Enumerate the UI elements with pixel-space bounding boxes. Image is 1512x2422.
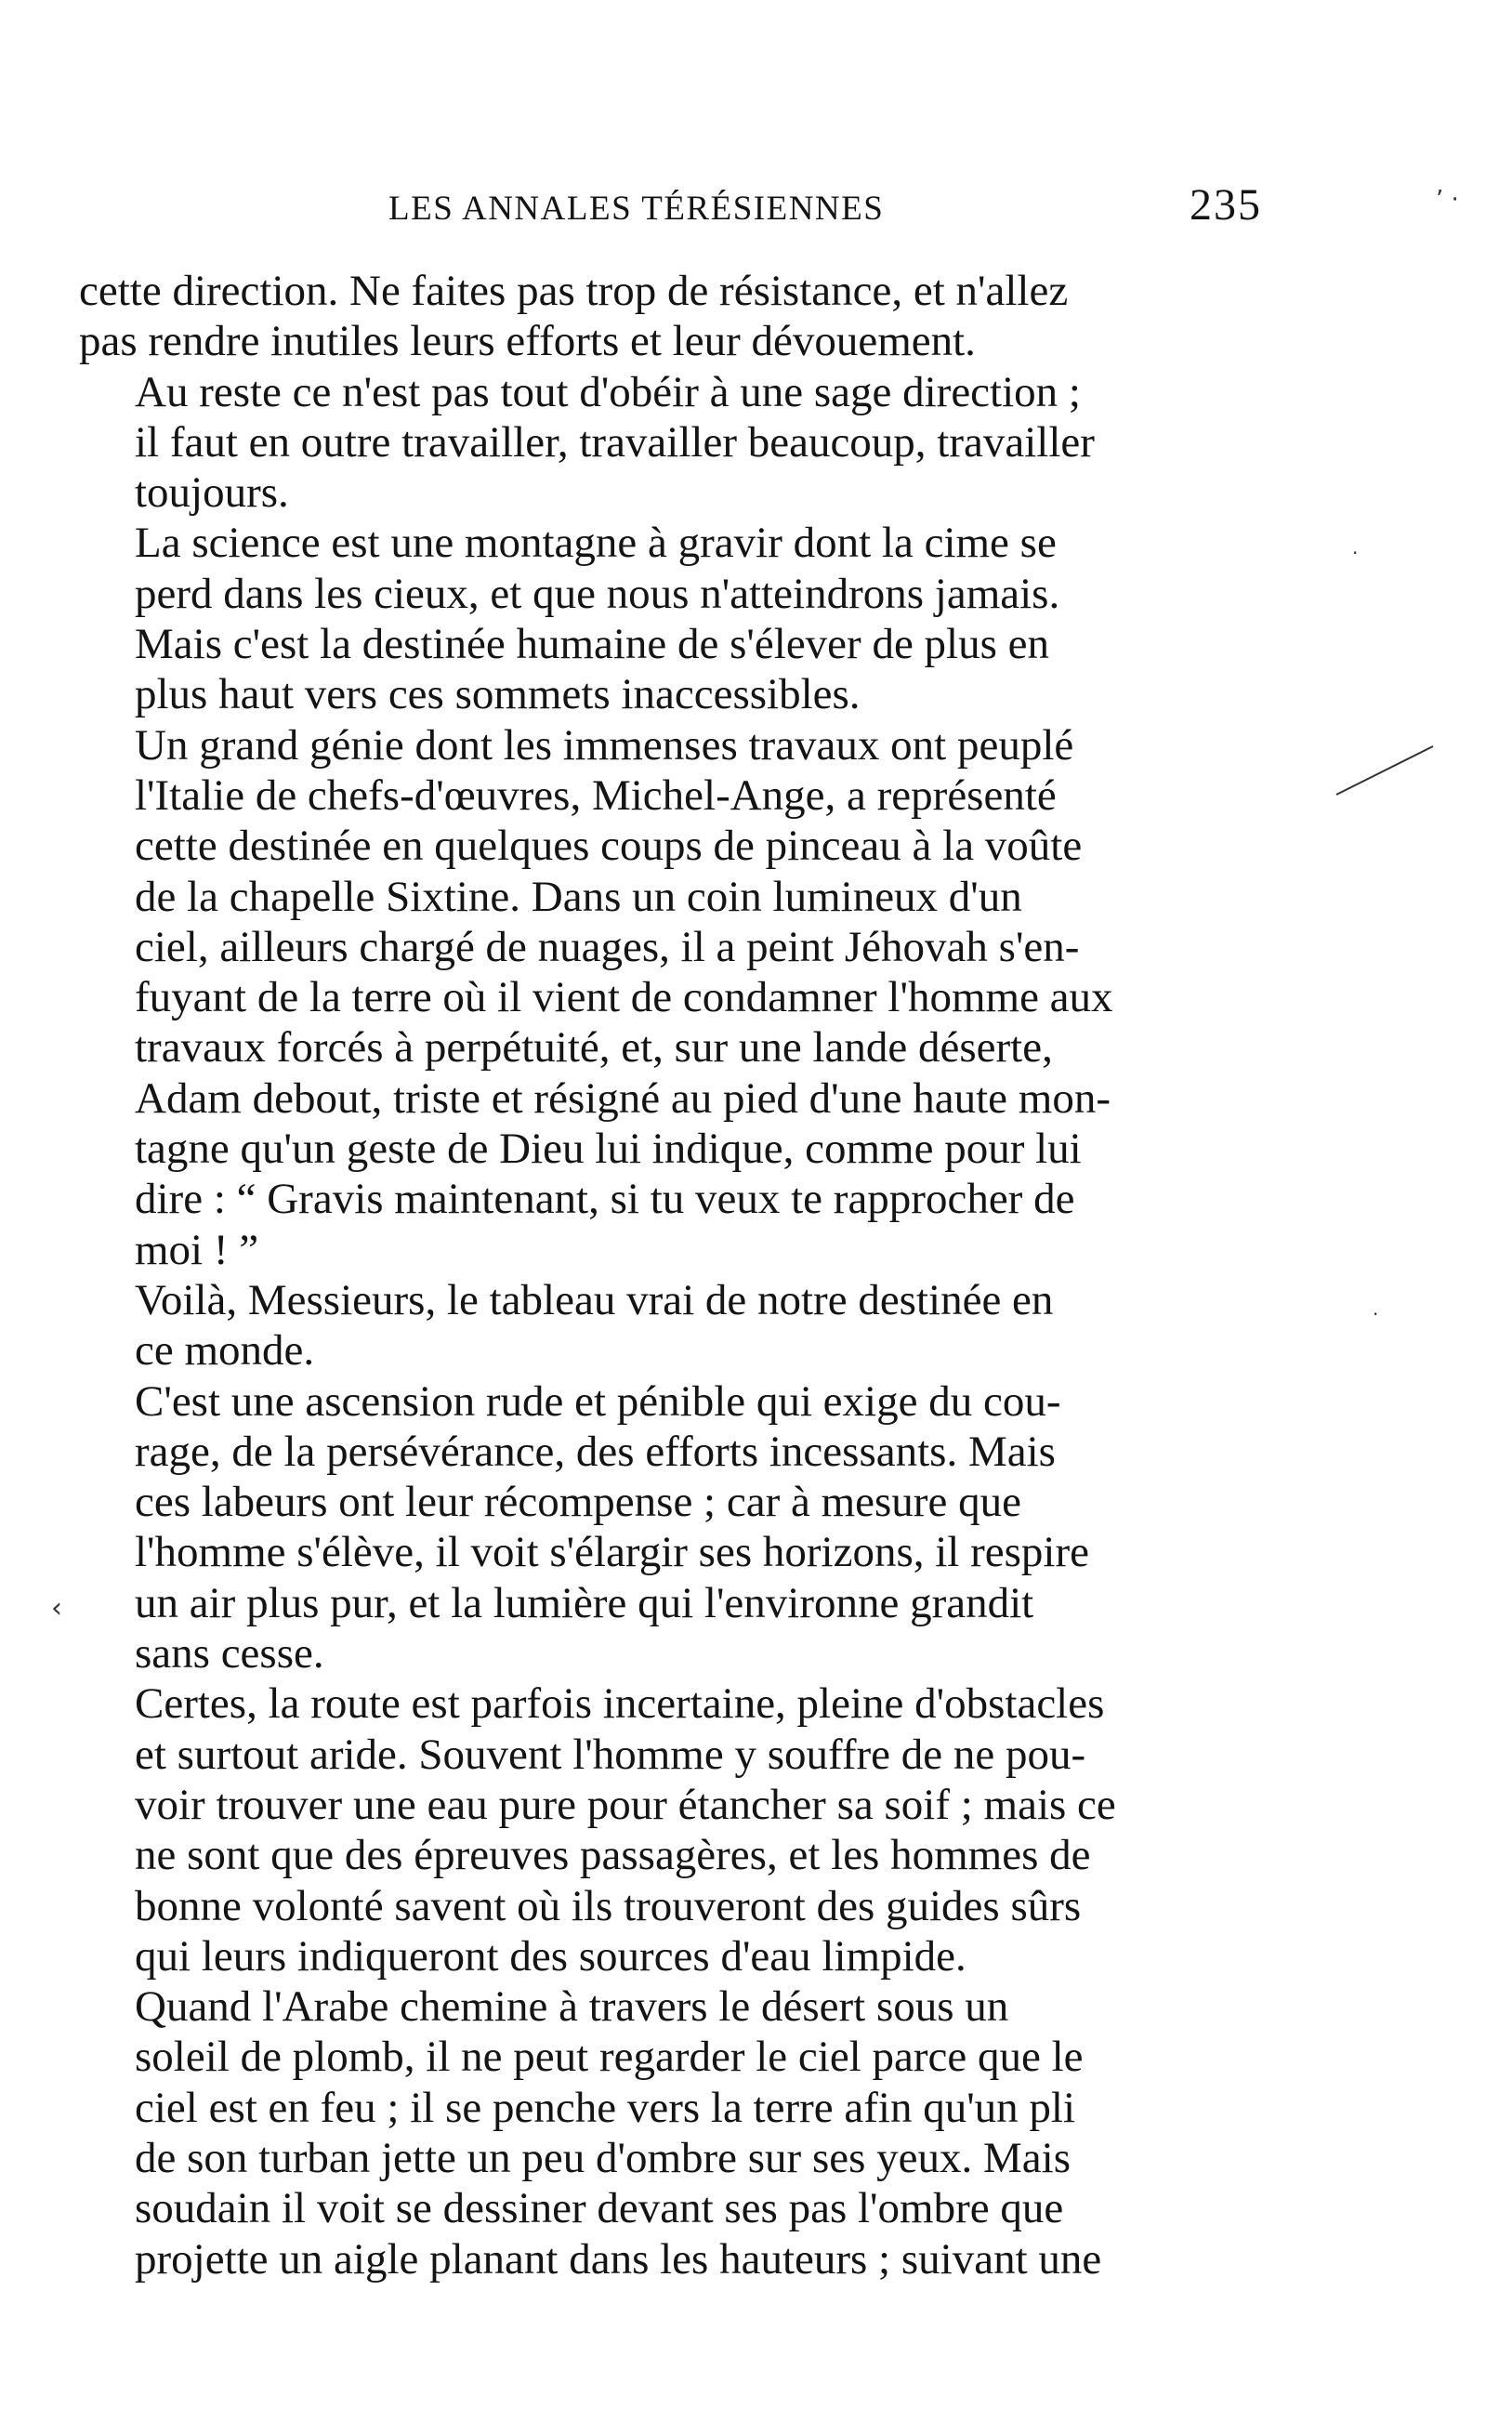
text-line: ce monde. xyxy=(135,1326,315,1376)
paragraph xyxy=(79,720,1255,1275)
text-line: un air plus pur, et la lumière qui l'environne grandit xyxy=(135,1578,1034,1627)
text-line: travaux forcés à perpétuité, et, sur une lande déserte, xyxy=(135,1023,1053,1073)
text-line: Voilà, Messieurs, le tableau vrai de notre destinée en xyxy=(135,1275,1054,1324)
text-line: qui leurs indiqueront des sources d'eau limpide. xyxy=(135,1931,966,1981)
text-line: cette direction. Ne faites pas trop de résistance, et n'allez xyxy=(79,267,1069,315)
margin-pen-stroke xyxy=(1329,739,1440,804)
paragraph xyxy=(79,1376,1255,1679)
text-line: tagne qu'un geste de Dieu lui indique, comme pour lui xyxy=(135,1125,1082,1174)
text-line: bonne volonté savent où ils trouveront des guides sûrs xyxy=(135,1881,1082,1930)
text-line: sans cesse. xyxy=(135,1629,324,1678)
text-line: soleil de plomb, il ne peut regarder le ciel parce que le xyxy=(135,2033,1084,2082)
text-line: il faut en outre travailler, travailler beaucoup, travailler xyxy=(135,417,1095,467)
text-line: ces labeurs ont leur récompense ; car à mesure que xyxy=(135,1478,1021,1527)
paragraph xyxy=(79,1275,1255,1376)
text-line: de la chapelle Sixtine. Dans un coin lumineux d'un xyxy=(135,872,1022,921)
text-line: l'Italie de chefs-d'œuvres, Michel-Ange, a représenté xyxy=(135,770,1057,820)
text-line: et surtout aride. Souvent l'homme y souffre de ne pou- xyxy=(135,1730,1086,1779)
text-line: dire : “ Gravis maintenant, si tu veux te rapprocher de xyxy=(135,1175,1075,1224)
margin-speck: · xyxy=(1352,542,1359,564)
text-line: Adam debout, triste et résigné au pied d'une haute mon- xyxy=(135,1073,1111,1123)
running-header xyxy=(388,180,1262,232)
text-line: perd dans les cieux, et que nous n'atteindrons jamais. xyxy=(135,569,1060,618)
paragraph xyxy=(79,367,1255,519)
text-line: plus haut vers ces sommets inaccessibles. xyxy=(135,670,861,719)
text-line: Certes, la route est parfois incertaine, pleine d'obstacles xyxy=(135,1679,1105,1729)
margin-speck: · xyxy=(1373,1303,1379,1325)
text-line: fuyant de la terre où il vient de condamner l'homme aux xyxy=(135,973,1113,1022)
text-line: ne sont que des épreuves passagères, et les hommes de xyxy=(135,1831,1091,1880)
text-line: voir trouver une eau pure pour étancher sa soif ; mais ce xyxy=(135,1780,1116,1829)
text-line: projette un aigle planant dans les hauteurs ; suivant une xyxy=(135,2234,1102,2284)
text-line: Mais c'est la destinée humaine de s'élever de plus en xyxy=(135,620,1050,669)
text-line: Un grand génie dont les immenses travaux ont peuplé xyxy=(135,720,1074,770)
text-line: La science est une montagne à gravir dont la cime se xyxy=(135,519,1057,568)
margin-tick: ‹ xyxy=(51,1592,62,1625)
text-line: Au reste ce n'est pas tout d'obéir à une sage direction ; xyxy=(135,367,1081,416)
text-line: soudain il voit se dessiner devant ses pas l'ombre que xyxy=(135,2184,1064,2233)
text-line: cette destinée en quelques coups de pinceau à la voûte xyxy=(135,822,1083,871)
text-line: ciel, ailleurs chargé de nuages, il a peint Jéhovah s'en- xyxy=(135,922,1080,971)
text-line: rage, de la persévérance, des efforts incessants. Mais xyxy=(135,1427,1056,1476)
running-title: LES ANNALES TÉRÉSIENNES xyxy=(388,190,885,228)
text-line: ciel est en feu ; il se penche vers la terre afin qu'un pli xyxy=(135,2083,1076,2132)
body-text xyxy=(79,266,1255,2284)
page-number: 235 xyxy=(1190,180,1262,230)
text-line: pas rendre inutiles leurs efforts et leur dévouement. xyxy=(79,317,976,366)
paragraph xyxy=(79,518,1255,719)
text-line: Quand l'Arabe chemine à travers le désert sous un xyxy=(135,1982,1009,2032)
text-line: de son turban jette un peu d'ombre sur ses yeux. Mais xyxy=(135,2133,1072,2182)
paragraph xyxy=(79,1981,1255,2284)
text-line: l'homme s'élève, il voit s'élargir ses horizons, il respire xyxy=(135,1528,1089,1577)
paragraph xyxy=(79,266,1255,367)
paragraph xyxy=(79,1678,1255,1981)
text-line: C'est une ascension rude et pénible qui exige du cou- xyxy=(135,1376,1061,1426)
text-line: moi ! ” xyxy=(135,1225,259,1274)
text-line: toujours. xyxy=(135,468,289,518)
margin-speck: ’ · xyxy=(1436,186,1459,214)
